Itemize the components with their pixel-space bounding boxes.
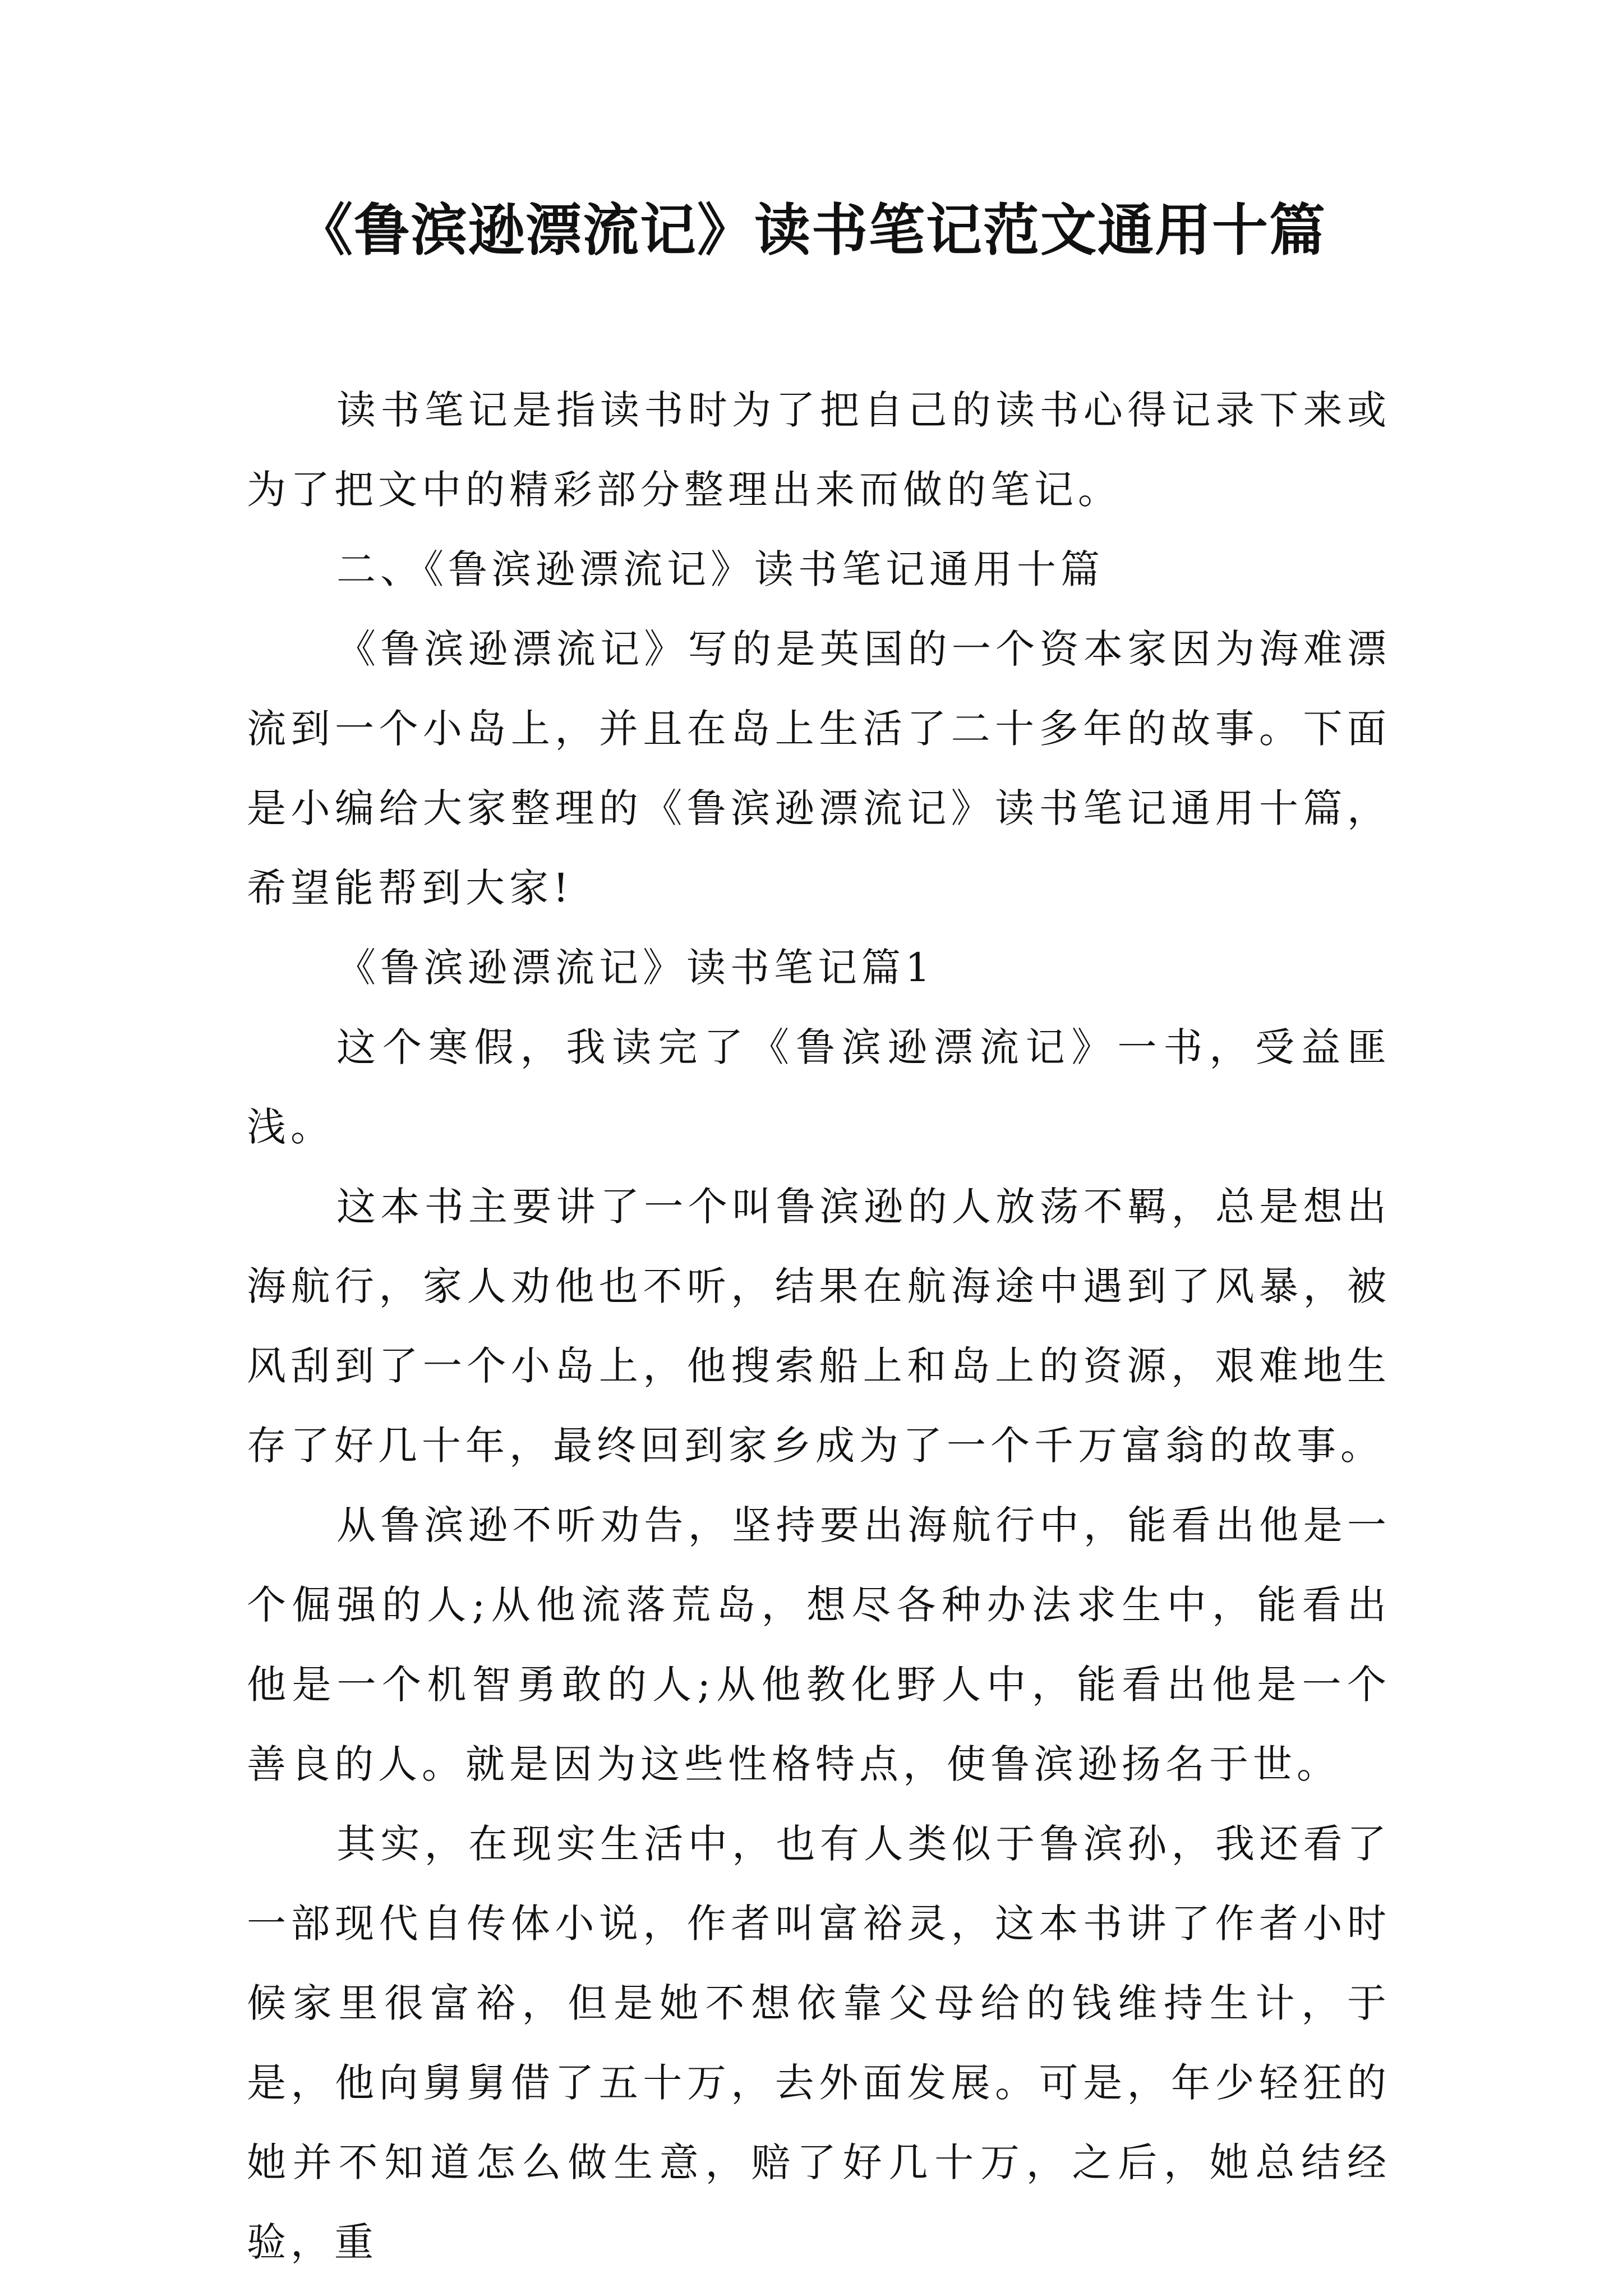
paragraph-note-heading: 《鲁滨逊漂流记》读书笔记篇1: [336, 945, 935, 991]
paragraph: 其实，在现实生活中，也有人类似于鲁滨孙，我还看了一部现代自传体小说，作者叫富裕灵，这本书讲了作者小时候家里很富裕，但是她不想依靠父母给的钱维持生计，于是，他向舅舅借了五十万，去外面发展。可是，年少轻狂的她并不知道怎么做生意，赔了好几十万，之后，她总结经验，重: [247, 1821, 1391, 2265]
paragraph-intro: 读书笔记是指读书时为了把自己的读书心得记录下来或为了把文中的精彩部分整理出来而做的笔记。: [247, 387, 1391, 513]
paragraph: 从鲁滨逊不听劝告，坚持要出海航行中，能看出他是一个倔强的人;从他流落荒岛，想尽各种办法求生中，能看出他是一个机智勇敢的人;从他教化野人中，能看出他是一个善良的人。就是因为这些性格特点，使鲁滨逊扬名于世。: [247, 1502, 1391, 1787]
paragraph: 这个寒假，我读完了《鲁滨逊漂流记》一书，受益匪浅。: [247, 1024, 1391, 1150]
document-body: [247, 370, 1391, 2282]
paragraph-summary: 《鲁滨逊漂流记》写的是英国的一个资本家因为海难漂流到一个小岛上，并且在岛上生活了二十多年的故事。下面是小编给大家整理的《鲁滨逊漂流记》读书笔记通用十篇，希望能帮到大家!: [247, 626, 1391, 911]
paragraph: 这本书主要讲了一个叫鲁滨逊的人放荡不羁，总是想出海航行，家人劝他也不听，结果在航海途中遇到了风暴，被风刮到了一个小岛上，他搜索船上和岛上的资源，艰难地生存了好几十年，最终回到家乡成为了一个千万富翁的故事。: [247, 1184, 1391, 1469]
paragraph-section-heading: 二、《鲁滨逊漂流记》读书笔记通用十篇: [336, 546, 1104, 592]
document-title: 《鲁滨逊漂流记》读书笔记范文通用十篇: [297, 197, 1326, 263]
